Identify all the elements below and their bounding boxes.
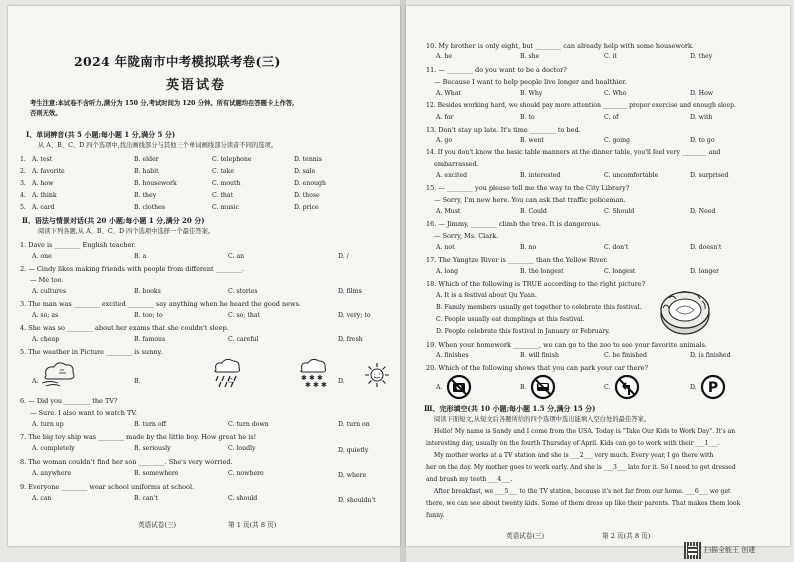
- option-d: D. Need: [690, 208, 716, 215]
- parking-sign-icon: [700, 374, 726, 400]
- question-8: 8. The woman couldn't find her son ________. She's very worried.: [20, 458, 233, 466]
- svg-text:P: P: [707, 380, 719, 396]
- option-b: B. Why: [520, 90, 543, 97]
- option-c: C. that: [212, 192, 234, 199]
- option-b: B. no: [520, 244, 537, 251]
- footer-exam-name: 英语试卷(三): [138, 521, 177, 529]
- question-11-reply: — Because I want to help people live longer and healthier.: [434, 78, 627, 86]
- question-2: 2. — Cindy likes making friends with people from different ________.: [20, 265, 244, 273]
- option-c: C. music: [212, 204, 239, 211]
- option-d: D. longer: [690, 268, 719, 275]
- option-d: D. price: [294, 204, 319, 211]
- option-d: D. very; to: [338, 312, 371, 319]
- option-b: B.: [134, 378, 141, 385]
- windy-cloud-icon: [40, 358, 78, 388]
- option-c: C. of: [604, 114, 619, 121]
- option-c: C. be finished: [604, 352, 647, 359]
- snow-cloud-icon: [296, 356, 328, 390]
- no-camera-sign-icon: [446, 374, 472, 400]
- option-a: A. test: [32, 156, 53, 163]
- option-d: D. doesn't: [690, 244, 722, 251]
- option-a: A. can: [32, 495, 52, 502]
- option-b: B. famous: [134, 336, 166, 343]
- option-d: D. /: [338, 253, 349, 260]
- question-2-reply: — Me too.: [30, 276, 64, 284]
- option-c: C. longest: [604, 268, 636, 275]
- option-b: B.: [520, 384, 527, 391]
- section-3-instruction: 阅读下面短文,从短文后各题所给的四个选项中选出能填入空白处的最佳答案。: [434, 416, 651, 423]
- question-5: 5. The weather in Picture ________ is sunny.: [20, 348, 163, 356]
- sun-icon: [364, 362, 390, 388]
- rain-cloud-icon: [210, 356, 242, 388]
- no-vehicles-sign-icon: [530, 374, 556, 400]
- passage-line: funny.: [426, 512, 445, 519]
- option-a: A. favorite: [32, 168, 65, 175]
- option-a: A. turn up: [32, 421, 64, 428]
- question-13: 13. Don't stay up late. It's time ________ to bed.: [426, 126, 581, 134]
- option-d: D. where: [338, 472, 367, 479]
- option-c: C. uncomfortable: [604, 172, 659, 179]
- option-c: C. Should: [604, 208, 635, 215]
- option-d: D. with: [690, 114, 713, 121]
- option-b: B. interested: [520, 172, 561, 179]
- option-c: C. don't: [604, 244, 629, 251]
- footer-page-number: 第 1 页(共 8 页): [228, 521, 277, 529]
- question-15-reply: — Sorry, I'm new here. You can ask that traffic policeman.: [434, 196, 626, 204]
- option-a: A. Must: [436, 208, 461, 215]
- passage-line: interesting day, usually on the fourth Thursday of April. Kids can go to work with their ___1___.: [426, 440, 720, 447]
- option-a: A. card: [32, 204, 55, 211]
- question-17: 17. The Yangtze River is ________ than the Yellow River.: [426, 256, 608, 264]
- option-a: A. finishes: [436, 352, 469, 359]
- notice-line-1: 考生注意:本试卷不含听力,满分为 150 分,考试时间为 120 分钟。所有试题均在答题卡上作答,: [30, 100, 295, 107]
- option-b: B. they: [134, 192, 157, 199]
- exam-page-2: [406, 6, 790, 546]
- option-d: D. sale: [294, 168, 316, 175]
- passage-line: After breakfast, we ___5___ to the TV station, because it's not far from our home. ___6___ we get: [434, 488, 731, 495]
- question-6-reply: — Sure. I also want to watch TV.: [30, 409, 137, 417]
- option-a: A. What: [436, 90, 461, 97]
- option-d: D.: [690, 384, 697, 391]
- section-2-heading: Ⅱ、语法与情景对话(共 20 小题;每小题 1 分,满分 20 分): [22, 216, 205, 225]
- option-c: C. stories: [228, 288, 258, 295]
- option-b: B. the longest: [520, 268, 564, 275]
- option-a: A. cheap: [32, 336, 60, 343]
- option-c: C. take: [212, 168, 235, 175]
- question-20: 20. Which of the following shows that you can park your car there?: [426, 364, 649, 372]
- option-c: C. should: [228, 495, 258, 502]
- q-number: 5.: [20, 204, 26, 211]
- q-number: 1.: [20, 156, 26, 163]
- question-11: 11. — ________ do you want to be a doctor?: [426, 66, 567, 74]
- option-d: D. those: [294, 192, 320, 199]
- exam-subtitle: 英语试卷: [166, 78, 227, 93]
- option-d: D. quietly: [338, 447, 369, 454]
- passage-line: My mother works at a TV station and she is ___2___ very much. Every year, I go there with: [434, 452, 714, 459]
- passage-line: Hello! My name is Sandy and I come from the USA. Today is "Take Our Kids to Work Day". It's an: [434, 428, 736, 435]
- question-4: 4. She was so ________ about her exams that she couldn't sleep.: [20, 324, 229, 332]
- option-a: A. so; as: [32, 312, 59, 319]
- question-15: 15. — ________ you please tell me the way to the City Library?: [426, 184, 630, 192]
- option-d: D. they: [690, 53, 713, 60]
- svg-text:✱: ✱: [309, 374, 315, 382]
- option-b: B. seriously: [134, 445, 171, 452]
- option-a: A. not: [436, 244, 455, 251]
- option-b: B. went: [520, 137, 544, 144]
- option-a: A. cultures: [32, 288, 67, 295]
- svg-text:✱: ✱: [313, 381, 319, 389]
- option-c: C. People usually eat dumplings at this festival.: [436, 316, 585, 323]
- scanner-watermark: 扫描全能王 创建: [704, 546, 756, 554]
- question-14-cont: embarrassed.: [434, 160, 479, 168]
- option-a: A. completely: [32, 445, 75, 452]
- option-a: A. It is a festival about Qu Yuan.: [436, 292, 537, 299]
- option-a: A. long: [436, 268, 459, 275]
- option-b: B. to: [520, 114, 535, 121]
- option-b: B. clothes: [134, 204, 165, 211]
- no-left-turn-sign-icon: [614, 374, 640, 400]
- option-d: D. tennis: [294, 156, 322, 163]
- option-d: D. How: [690, 90, 714, 97]
- option-c: C. going: [604, 137, 631, 144]
- option-b: B. too; to: [134, 312, 163, 319]
- question-1: 1. Dave is ________ English teacher.: [20, 241, 136, 249]
- option-b: B. will finish: [520, 352, 559, 359]
- option-d: D. fresh: [338, 336, 363, 343]
- svg-text:✱: ✱: [321, 381, 327, 389]
- question-16: 16. — Jimmy, ________ climb the tree. It is dangerous.: [426, 220, 601, 228]
- option-c: C. so; that: [228, 312, 261, 319]
- q-number: 2.: [20, 168, 26, 175]
- option-d: D. surprised: [690, 172, 729, 179]
- section-2-instruction: 阅读下列各题,从 A、B、C、D 四个选项中选择一个最佳答案。: [38, 228, 215, 235]
- question-12: 12. Besides working hard, we should pay more attention ________ proper exercise and enough sleep.: [426, 102, 736, 109]
- mooncake-icon: [658, 286, 712, 338]
- svg-text:✱: ✱: [301, 374, 307, 382]
- option-d: D. shouldn't: [338, 497, 376, 504]
- question-3: 3. The man was ________ excited ________ say anything when he heard the good news.: [20, 300, 301, 308]
- section-3-heading: Ⅲ、完形填空(共 10 小题;每小题 1.5 分,满分 15 分): [424, 404, 596, 413]
- option-a: A. excited: [436, 172, 468, 179]
- qr-code-icon: [684, 542, 701, 559]
- option-c: C. an: [228, 253, 245, 260]
- question-16-reply: — Sorry, Ms. Clark.: [434, 232, 499, 240]
- question-18: 18. Which of the following is TRUE according to the right picture?: [426, 280, 646, 288]
- option-a: A. he: [436, 53, 453, 60]
- option-c: C. telephone: [212, 156, 252, 163]
- option-b: B. a: [134, 253, 147, 260]
- question-10: 10. My brother is only eight, but ________ can already help with some housework.: [426, 42, 694, 50]
- option-c: C. careful: [228, 336, 259, 343]
- option-a: A. how: [32, 180, 54, 187]
- question-7: 7. The big toy ship was ________ made by the little boy. How great he is!: [20, 433, 257, 441]
- option-b: B. elder: [134, 156, 159, 163]
- option-d: D. is finished: [690, 352, 731, 359]
- option-d: D. films: [338, 288, 362, 295]
- option-d: D. People celebrate this festival in January or February.: [436, 328, 610, 335]
- q-number: 4.: [20, 192, 26, 199]
- question-19: 19. When your homework ________, we can go to the zoo to see your favorite animals.: [426, 341, 708, 349]
- passage-line: there, we can see about twenty kids. Some of them dress up like their parents. That makes them look: [426, 500, 741, 507]
- option-c: C.: [604, 384, 611, 391]
- option-b: B. habit: [134, 168, 159, 175]
- option-c: C. Who: [604, 90, 627, 97]
- svg-text:✱: ✱: [305, 381, 311, 389]
- option-b: B. she: [520, 53, 540, 60]
- section-1-heading: Ⅰ、单词辨音(共 5 小题;每小题 1 分,满分 5 分): [26, 130, 176, 139]
- option-d: D.: [338, 378, 345, 385]
- option-b: B. Could: [520, 208, 547, 215]
- option-b: B. housework: [134, 180, 177, 187]
- option-b: B. Family members usually get together to celebrate this festival.: [436, 304, 642, 311]
- passage-line: her on the day. My mother goes to work early. And she is ___3___ late for it. So I need to get dressed: [426, 464, 736, 471]
- option-d: D. turn on: [338, 421, 370, 428]
- section-1-instruction: 从 A、B、C、D 四个选项中,找出画线部分与其他三个单词画线部分读音不同的选项。: [38, 142, 278, 149]
- passage-line: and brush my teeth ___4___.: [426, 476, 513, 483]
- option-c: C. it: [604, 53, 617, 60]
- option-a: A. for: [436, 114, 454, 121]
- option-d: D. to go: [690, 137, 715, 144]
- footer-exam-name: 英语试卷(三): [506, 532, 545, 540]
- option-c: C. nowhere: [228, 470, 264, 477]
- notice-line-2: 否则无效。: [30, 110, 62, 117]
- option-c: C. turn down: [228, 421, 269, 428]
- option-b: B. can't: [134, 495, 158, 502]
- exam-page-1: [8, 6, 400, 546]
- option-a: A. anywhere: [32, 470, 72, 477]
- question-9: 9. Everyone ________ wear school uniforms at school.: [20, 483, 195, 491]
- exam-title: 2024 年陇南市中考模拟联考卷(三): [74, 54, 281, 69]
- option-a: A.: [436, 384, 443, 391]
- option-a: A. think: [32, 192, 57, 199]
- q-number: 3.: [20, 180, 26, 187]
- option-c: C. mouth: [212, 180, 241, 187]
- svg-text:✱: ✱: [317, 374, 323, 382]
- option-a: A. one: [32, 253, 52, 260]
- question-6: 6. — Did you ________ the TV?: [20, 397, 118, 405]
- footer-page-number: 第 2 页(共 8 页): [602, 532, 651, 540]
- question-14: 14. If you don't know the basic table manners at the dinner table, you'll feel very ________ and: [426, 149, 721, 156]
- option-a: A.: [32, 378, 39, 385]
- option-c: C. loudly: [228, 445, 256, 452]
- option-b: B. somewhere: [134, 470, 179, 477]
- option-d: D. enough: [294, 180, 326, 187]
- option-b: B. turn off: [134, 421, 166, 428]
- option-a: A. go: [436, 137, 453, 144]
- option-b: B. books: [134, 288, 161, 295]
- option-c: C.: [228, 378, 235, 385]
